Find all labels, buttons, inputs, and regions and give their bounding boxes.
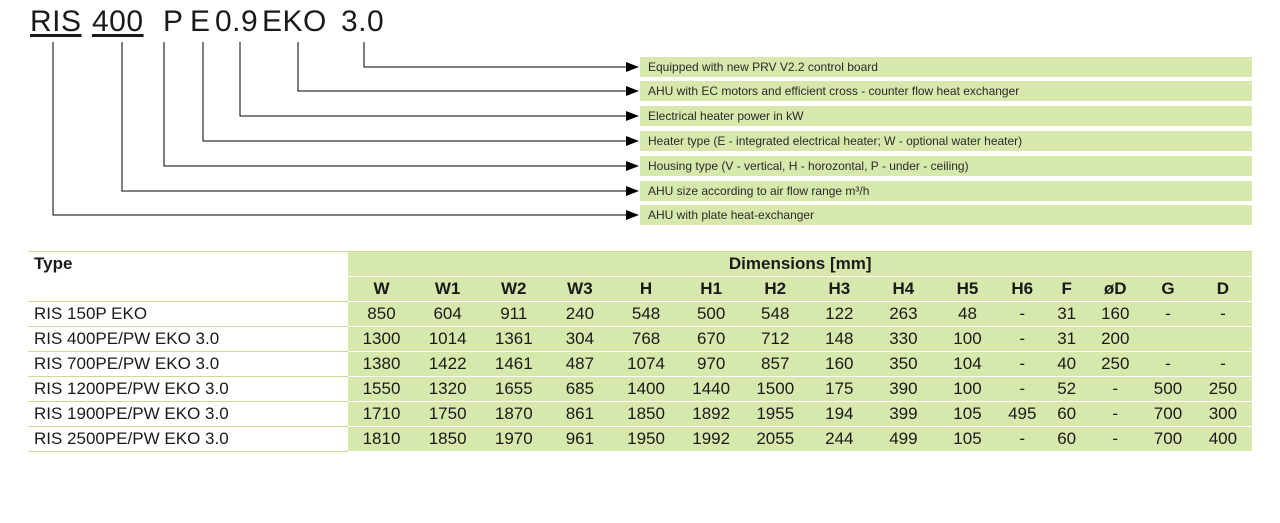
dimension-cell: -	[1088, 402, 1142, 427]
dimension-cell: -	[1000, 427, 1045, 452]
dimension-cell: 1461	[481, 352, 547, 377]
dimension-cell: 1750	[415, 402, 481, 427]
dimension-cell: 100	[935, 327, 999, 352]
dimension-cell: 500	[679, 302, 743, 327]
dimension-cell: 1970	[481, 427, 547, 452]
dimension-cell: 1422	[415, 352, 481, 377]
code-part-size: 400	[92, 5, 144, 38]
dimension-cell: 1810	[348, 427, 414, 452]
dimension-cell: 670	[679, 327, 743, 352]
dimension-cell: 240	[547, 302, 613, 327]
legend-ec-motors: AHU with EC motors and efficient cross - counter flow heat exchanger	[640, 81, 1252, 101]
dimension-cell: 970	[679, 352, 743, 377]
dimension-cell	[1142, 327, 1194, 352]
dimension-cell: 548	[613, 302, 679, 327]
table-row	[28, 302, 1252, 327]
legend-housing-type: Housing type (V - vertical, H - horozontal, P - under - ceiling)	[640, 156, 1252, 176]
legend-plate-exchanger: AHU with plate heat-exchanger	[640, 205, 1252, 225]
code-part-housing: P	[163, 5, 184, 38]
code-part-eko: EKO	[262, 5, 327, 38]
column-header: W1	[415, 277, 481, 302]
code-part-series: RIS	[30, 5, 82, 38]
column-header: H2	[743, 277, 807, 302]
dimension-cell: 700	[1142, 402, 1194, 427]
dimensions-table	[28, 251, 1252, 452]
row-type-name: RIS 2500PE/PW EKO 3.0	[28, 427, 348, 452]
dimension-cell: 1892	[679, 402, 743, 427]
dimension-cell: 194	[807, 402, 871, 427]
dimensions-header: Dimensions [mm]	[348, 252, 1252, 277]
code-part-heater-type: E	[190, 5, 211, 38]
dimension-cell: 1380	[348, 352, 414, 377]
dimension-cell: -	[1000, 302, 1045, 327]
column-header: H3	[807, 277, 871, 302]
dimension-cell: 100	[935, 377, 999, 402]
dimension-cell: 1850	[415, 427, 481, 452]
dimension-cell: 200	[1088, 327, 1142, 352]
dimension-cell: 857	[743, 352, 807, 377]
row-type-name: RIS 400PE/PW EKO 3.0	[28, 327, 348, 352]
dimension-cell: 350	[871, 352, 935, 377]
column-header: W	[348, 277, 414, 302]
dimension-cell: 390	[871, 377, 935, 402]
column-header: H5	[935, 277, 999, 302]
dimension-cell: 48	[935, 302, 999, 327]
column-header: F	[1045, 277, 1088, 302]
dimension-cell: 160	[1088, 302, 1142, 327]
dimension-cell: 1950	[613, 427, 679, 452]
column-header: W2	[481, 277, 547, 302]
dimension-cell: 685	[547, 377, 613, 402]
dimension-cell: 330	[871, 327, 935, 352]
dimension-cell: 40	[1045, 352, 1088, 377]
dimension-cell: 1955	[743, 402, 807, 427]
dimension-cell: 1361	[481, 327, 547, 352]
dimension-cell: 1014	[415, 327, 481, 352]
dimension-cell: 1850	[613, 402, 679, 427]
dimension-cell: 250	[1194, 377, 1252, 402]
dimension-cell: 244	[807, 427, 871, 452]
dimension-cell: 768	[613, 327, 679, 352]
dimension-cell: -	[1000, 352, 1045, 377]
dimension-cell: 2055	[743, 427, 807, 452]
row-type-name: RIS 700PE/PW EKO 3.0	[28, 352, 348, 377]
dimension-cell: 1710	[348, 402, 414, 427]
table-row	[28, 352, 1252, 377]
dimension-cell: -	[1088, 427, 1142, 452]
legend-ahu-size: AHU size according to air flow range m³/h	[640, 181, 1252, 201]
dimension-cell: 122	[807, 302, 871, 327]
table-body	[28, 302, 1252, 452]
dimension-cell: 495	[1000, 402, 1045, 427]
dimension-cell: 487	[547, 352, 613, 377]
code-part-version: 3.0	[341, 5, 385, 38]
dimension-cell: 52	[1045, 377, 1088, 402]
dimension-cell: 160	[807, 352, 871, 377]
table-row	[28, 402, 1252, 427]
dimension-cell: 399	[871, 402, 935, 427]
dimension-cell: 1655	[481, 377, 547, 402]
dimension-cell: 304	[547, 327, 613, 352]
dimension-cell: 548	[743, 302, 807, 327]
dimension-cell: 105	[935, 427, 999, 452]
dimension-cell	[1194, 327, 1252, 352]
dimension-cell: 300	[1194, 402, 1252, 427]
legend-heater-power: Electrical heater power in kW	[640, 106, 1252, 126]
dimension-cell: 105	[935, 402, 999, 427]
dimension-cell: 175	[807, 377, 871, 402]
row-type-name: RIS 150P EKO	[28, 302, 348, 327]
table-row	[28, 327, 1252, 352]
code-part-heater-power: 0.9	[215, 5, 259, 38]
dimension-cell: 1992	[679, 427, 743, 452]
dimension-cell: 861	[547, 402, 613, 427]
column-header: H	[613, 277, 679, 302]
dimension-cell: 500	[1142, 377, 1194, 402]
dimension-cell: 250	[1088, 352, 1142, 377]
dimension-cell: 263	[871, 302, 935, 327]
dimension-cell: -	[1194, 302, 1252, 327]
dimension-cell: 1400	[613, 377, 679, 402]
dimension-cell: 961	[547, 427, 613, 452]
legend-control-board: Equipped with new PRV V2.2 control board	[640, 57, 1252, 77]
dimension-cell: 1500	[743, 377, 807, 402]
dimension-cell: 1074	[613, 352, 679, 377]
dimension-cell: 604	[415, 302, 481, 327]
row-type-name: RIS 1200PE/PW EKO 3.0	[28, 377, 348, 402]
column-header: øD	[1088, 277, 1142, 302]
dimension-cell: 850	[348, 302, 414, 327]
dimension-cell: 1440	[679, 377, 743, 402]
row-type-name: RIS 1900PE/PW EKO 3.0	[28, 402, 348, 427]
dimension-cell: -	[1142, 302, 1194, 327]
dimension-cell: 1320	[415, 377, 481, 402]
column-header: D	[1194, 277, 1252, 302]
dimension-cell: -	[1194, 352, 1252, 377]
column-header: G	[1142, 277, 1194, 302]
dimension-cell: 60	[1045, 427, 1088, 452]
dimension-cell: 60	[1045, 402, 1088, 427]
dimension-cell: 712	[743, 327, 807, 352]
dimension-cell: 1550	[348, 377, 414, 402]
dimension-cell: 104	[935, 352, 999, 377]
dimension-cell: 1300	[348, 327, 414, 352]
dimension-cell: 148	[807, 327, 871, 352]
table-row	[28, 427, 1252, 452]
dimension-cell: 499	[871, 427, 935, 452]
dimension-cell: -	[1142, 352, 1194, 377]
dimension-cell: -	[1088, 377, 1142, 402]
table-row	[28, 377, 1252, 402]
dimension-cell: -	[1000, 327, 1045, 352]
legend-heater-type: Heater type (E - integrated electrical heater; W - optional water heater)	[640, 131, 1252, 151]
dimension-cell: 1870	[481, 402, 547, 427]
column-header: W3	[547, 277, 613, 302]
dimension-cell: 911	[481, 302, 547, 327]
dimension-cell: 31	[1045, 302, 1088, 327]
dimension-cell: 400	[1194, 427, 1252, 452]
column-header: H1	[679, 277, 743, 302]
dimension-cell: -	[1000, 377, 1045, 402]
column-header: H6	[1000, 277, 1045, 302]
type-header: Type	[28, 252, 348, 302]
dimension-cell: 31	[1045, 327, 1088, 352]
dimension-cell: 700	[1142, 427, 1194, 452]
column-header: H4	[871, 277, 935, 302]
